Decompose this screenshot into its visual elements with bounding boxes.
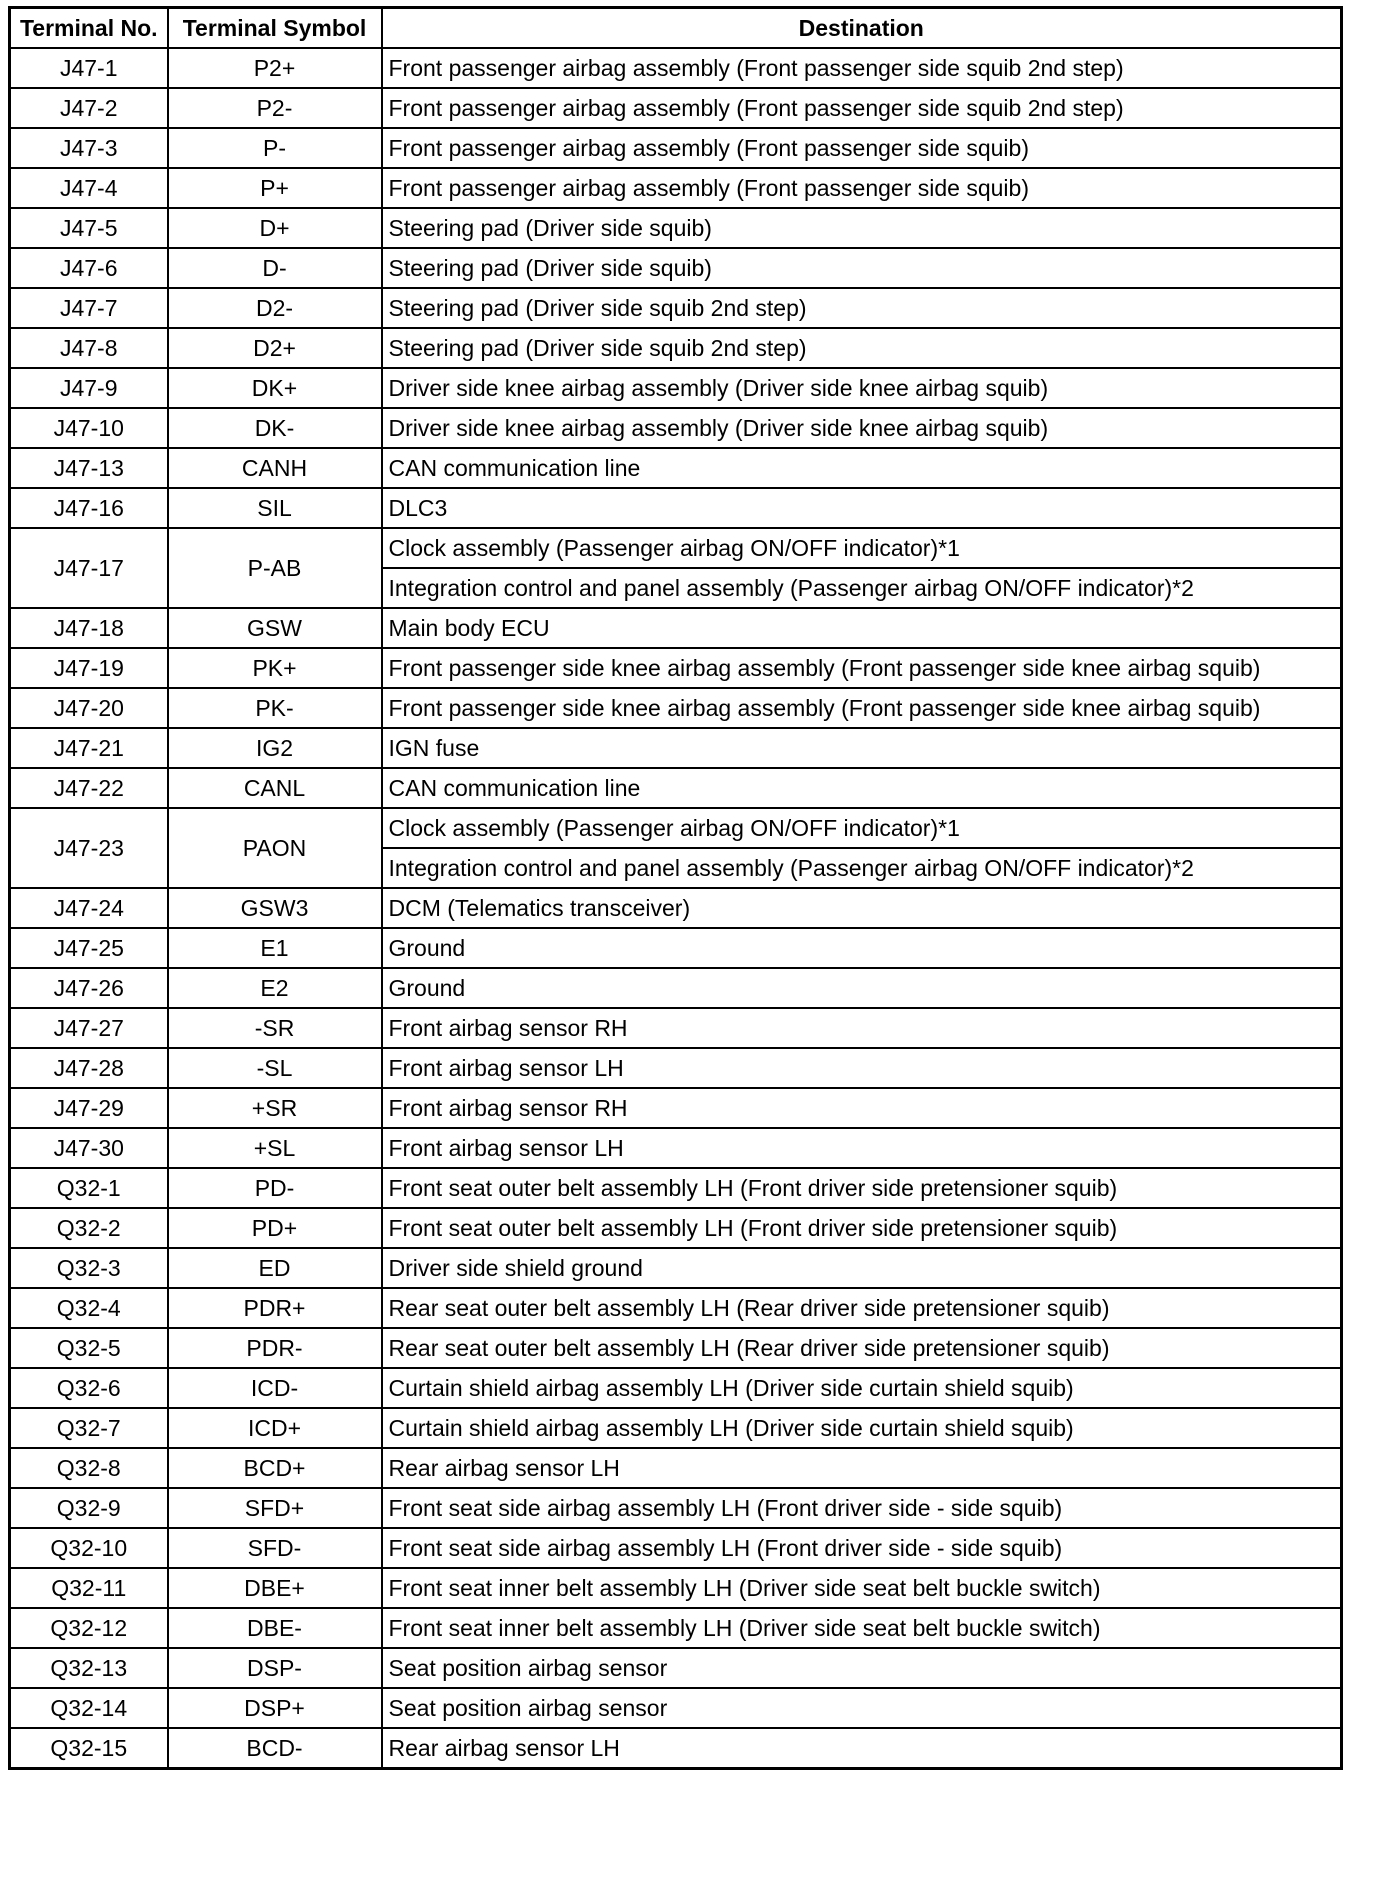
terminal-symbol-cell: PD+ (168, 1208, 382, 1248)
header-row (10, 8, 1342, 49)
table-row (10, 1408, 1342, 1448)
destination-cell: Curtain shield airbag assembly LH (Driver side curtain shield squib) (382, 1368, 1342, 1408)
terminal-no-cell: Q32-11 (10, 1568, 168, 1608)
terminal-symbol-cell: ED (168, 1248, 382, 1288)
terminal-no-cell: Q32-9 (10, 1488, 168, 1528)
destination-cell: Front seat side airbag assembly LH (Front driver side - side squib) (382, 1528, 1342, 1568)
terminal-symbol-cell: DBE+ (168, 1568, 382, 1608)
destination-cell: Curtain shield airbag assembly LH (Driver side curtain shield squib) (382, 1408, 1342, 1448)
terminal-symbol-cell: IG2 (168, 728, 382, 768)
terminal-no-cell: J47-17 (10, 528, 168, 608)
table-row (10, 1648, 1342, 1688)
destination-cell: Main body ECU (382, 608, 1342, 648)
destination-cell: Front seat outer belt assembly LH (Front driver side pretensioner squib) (382, 1208, 1342, 1248)
destination-cell: IGN fuse (382, 728, 1342, 768)
terminal-no-cell: J47-16 (10, 488, 168, 528)
terminal-symbol-cell: PAON (168, 808, 382, 888)
terminal-symbol-cell: GSW (168, 608, 382, 648)
terminal-symbol-cell: GSW3 (168, 888, 382, 928)
terminal-symbol-cell: P2+ (168, 48, 382, 88)
destination-cell: Front passenger airbag assembly (Front passenger side squib) (382, 168, 1342, 208)
destination-cell: Steering pad (Driver side squib) (382, 248, 1342, 288)
terminal-no-cell: J47-25 (10, 928, 168, 968)
table-row (10, 1288, 1342, 1328)
terminal-symbol-cell: CANH (168, 448, 382, 488)
table-row (10, 1088, 1342, 1128)
terminal-no-cell: J47-20 (10, 688, 168, 728)
table-row (10, 968, 1342, 1008)
table-row (10, 688, 1342, 728)
terminal-no-cell: J47-19 (10, 648, 168, 688)
destination-cell: Front seat inner belt assembly LH (Driver side seat belt buckle switch) (382, 1568, 1342, 1608)
destination-cell: Front airbag sensor LH (382, 1128, 1342, 1168)
terminal-no-cell: J47-2 (10, 88, 168, 128)
destination-cell: Clock assembly (Passenger airbag ON/OFF indicator)*1 (382, 528, 1342, 568)
terminal-no-cell: J47-5 (10, 208, 168, 248)
terminal-symbol-cell: -SL (168, 1048, 382, 1088)
table-row (10, 1728, 1342, 1769)
table-header (10, 8, 1342, 49)
terminal-symbol-cell: BCD+ (168, 1448, 382, 1488)
table-row (10, 1168, 1342, 1208)
terminal-symbol-cell: P2- (168, 88, 382, 128)
destination-cell: Driver side knee airbag assembly (Driver side knee airbag squib) (382, 408, 1342, 448)
terminal-no-cell: Q32-6 (10, 1368, 168, 1408)
terminal-symbol-cell: +SL (168, 1128, 382, 1168)
terminal-no-cell: J47-7 (10, 288, 168, 328)
terminal-symbol-cell: D2+ (168, 328, 382, 368)
destination-cell: Front passenger side knee airbag assembly (Front passenger side knee airbag squib) (382, 648, 1342, 688)
header-terminal-symbol: Terminal Symbol (168, 8, 382, 49)
destination-cell: Seat position airbag sensor (382, 1648, 1342, 1688)
table-row (10, 648, 1342, 688)
terminal-symbol-cell: SFD+ (168, 1488, 382, 1528)
terminal-no-cell: Q32-5 (10, 1328, 168, 1368)
terminal-symbol-cell: SIL (168, 488, 382, 528)
terminal-no-cell: Q32-4 (10, 1288, 168, 1328)
terminal-symbol-cell: D+ (168, 208, 382, 248)
header-terminal-no: Terminal No. (10, 8, 168, 49)
table-row (10, 1208, 1342, 1248)
terminal-no-cell: J47-8 (10, 328, 168, 368)
terminal-no-cell: Q32-15 (10, 1728, 168, 1769)
destination-cell: Steering pad (Driver side squib 2nd step) (382, 328, 1342, 368)
terminal-no-cell: Q32-8 (10, 1448, 168, 1488)
terminal-no-cell: J47-4 (10, 168, 168, 208)
terminal-symbol-cell: P-AB (168, 528, 382, 608)
terminal-no-cell: J47-18 (10, 608, 168, 648)
terminal-no-cell: J47-27 (10, 1008, 168, 1048)
table-row (10, 368, 1342, 408)
table-row (10, 808, 1342, 848)
terminal-no-cell: J47-22 (10, 768, 168, 808)
terminal-symbol-cell: +SR (168, 1088, 382, 1128)
terminal-no-cell: J47-9 (10, 368, 168, 408)
table-row (10, 88, 1342, 128)
terminal-no-cell: J47-10 (10, 408, 168, 448)
destination-cell: Ground (382, 928, 1342, 968)
table-row (10, 528, 1342, 568)
terminal-no-cell: Q32-14 (10, 1688, 168, 1728)
table-row (10, 768, 1342, 808)
terminal-symbol-cell: DK+ (168, 368, 382, 408)
terminal-no-cell: Q32-12 (10, 1608, 168, 1648)
terminal-symbol-cell: E1 (168, 928, 382, 968)
terminal-symbol-cell: -SR (168, 1008, 382, 1048)
destination-cell: Rear airbag sensor LH (382, 1448, 1342, 1488)
terminal-no-cell: J47-30 (10, 1128, 168, 1168)
header-destination: Destination (382, 8, 1342, 49)
table-row (10, 1608, 1342, 1648)
terminal-no-cell: Q32-13 (10, 1648, 168, 1688)
table-row (10, 1008, 1342, 1048)
destination-cell: Driver side shield ground (382, 1248, 1342, 1288)
table-row (10, 488, 1342, 528)
table-row (10, 1528, 1342, 1568)
terminal-symbol-cell: ICD- (168, 1368, 382, 1408)
terminal-no-cell: J47-21 (10, 728, 168, 768)
terminal-symbol-cell: D- (168, 248, 382, 288)
terminal-symbol-cell: PD- (168, 1168, 382, 1208)
terminal-symbol-cell: DSP+ (168, 1688, 382, 1728)
destination-cell: Rear seat outer belt assembly LH (Rear driver side pretensioner squib) (382, 1328, 1342, 1368)
terminal-no-cell: J47-24 (10, 888, 168, 928)
table-row (10, 608, 1342, 648)
terminal-symbol-cell: ICD+ (168, 1408, 382, 1448)
table-row (10, 168, 1342, 208)
table-row (10, 728, 1342, 768)
terminal-symbol-cell: PDR+ (168, 1288, 382, 1328)
table-row (10, 48, 1342, 88)
destination-cell: Front passenger side knee airbag assembly (Front passenger side knee airbag squib) (382, 688, 1342, 728)
terminal-symbol-cell: PDR- (168, 1328, 382, 1368)
terminal-no-cell: Q32-1 (10, 1168, 168, 1208)
destination-cell: Front airbag sensor RH (382, 1088, 1342, 1128)
terminal-symbol-cell: DK- (168, 408, 382, 448)
table-row (10, 888, 1342, 928)
terminal-symbol-cell: CANL (168, 768, 382, 808)
table-row (10, 1568, 1342, 1608)
destination-cell: Seat position airbag sensor (382, 1688, 1342, 1728)
table-row (10, 248, 1342, 288)
destination-cell: DCM (Telematics transceiver) (382, 888, 1342, 928)
destination-cell: Clock assembly (Passenger airbag ON/OFF indicator)*1 (382, 808, 1342, 848)
table-row (10, 448, 1342, 488)
destination-cell: CAN communication line (382, 448, 1342, 488)
terminal-symbol-cell: D2- (168, 288, 382, 328)
table-row (10, 208, 1342, 248)
terminal-no-cell: J47-28 (10, 1048, 168, 1088)
destination-cell: DLC3 (382, 488, 1342, 528)
destination-cell: Integration control and panel assembly (Passenger airbag ON/OFF indicator)*2 (382, 848, 1342, 888)
table-row (10, 1368, 1342, 1408)
table-row (10, 1128, 1342, 1168)
table-row (10, 408, 1342, 448)
terminal-no-cell: Q32-2 (10, 1208, 168, 1248)
destination-cell: Ground (382, 968, 1342, 1008)
terminal-no-cell: J47-23 (10, 808, 168, 888)
destination-cell: Front airbag sensor RH (382, 1008, 1342, 1048)
table-body (10, 48, 1342, 1769)
destination-cell: Front passenger airbag assembly (Front passenger side squib) (382, 128, 1342, 168)
destination-cell: Front seat inner belt assembly LH (Driver side seat belt buckle switch) (382, 1608, 1342, 1648)
destination-cell: Front passenger airbag assembly (Front passenger side squib 2nd step) (382, 48, 1342, 88)
terminal-no-cell: J47-6 (10, 248, 168, 288)
table-row (10, 288, 1342, 328)
destination-cell: Integration control and panel assembly (Passenger airbag ON/OFF indicator)*2 (382, 568, 1342, 608)
terminal-symbol-cell: DSP- (168, 1648, 382, 1688)
destination-cell: Front passenger airbag assembly (Front passenger side squib 2nd step) (382, 88, 1342, 128)
terminal-no-cell: Q32-7 (10, 1408, 168, 1448)
table-row (10, 128, 1342, 168)
table-row (10, 1688, 1342, 1728)
terminal-no-cell: J47-3 (10, 128, 168, 168)
terminal-symbol-cell: DBE- (168, 1608, 382, 1648)
terminal-no-cell: J47-26 (10, 968, 168, 1008)
destination-cell: Front seat side airbag assembly LH (Front driver side - side squib) (382, 1488, 1342, 1528)
terminal-no-cell: J47-29 (10, 1088, 168, 1128)
terminal-no-cell: J47-1 (10, 48, 168, 88)
table-row (10, 1488, 1342, 1528)
terminal-no-cell: Q32-10 (10, 1528, 168, 1568)
terminal-symbol-cell: SFD- (168, 1528, 382, 1568)
terminal-no-cell: Q32-3 (10, 1248, 168, 1288)
terminal-symbol-cell: PK+ (168, 648, 382, 688)
destination-cell: Driver side knee airbag assembly (Driver side knee airbag squib) (382, 368, 1342, 408)
table-row (10, 328, 1342, 368)
terminal-no-cell: J47-13 (10, 448, 168, 488)
destination-cell: Steering pad (Driver side squib 2nd step) (382, 288, 1342, 328)
destination-cell: Front airbag sensor LH (382, 1048, 1342, 1088)
terminal-symbol-cell: P+ (168, 168, 382, 208)
table-row (10, 1448, 1342, 1488)
table-row (10, 928, 1342, 968)
table-row (10, 1048, 1342, 1088)
terminal-table-container (8, 6, 1343, 1770)
terminal-symbol-cell: PK- (168, 688, 382, 728)
destination-cell: Front seat outer belt assembly LH (Front driver side pretensioner squib) (382, 1168, 1342, 1208)
destination-cell: CAN communication line (382, 768, 1342, 808)
destination-cell: Rear seat outer belt assembly LH (Rear driver side pretensioner squib) (382, 1288, 1342, 1328)
terminal-symbol-cell: E2 (168, 968, 382, 1008)
destination-cell: Steering pad (Driver side squib) (382, 208, 1342, 248)
destination-cell: Rear airbag sensor LH (382, 1728, 1342, 1769)
terminal-symbol-cell: P- (168, 128, 382, 168)
terminal-table (8, 6, 1343, 1770)
terminal-symbol-cell: BCD- (168, 1728, 382, 1769)
table-row (10, 1248, 1342, 1288)
table-row (10, 1328, 1342, 1368)
